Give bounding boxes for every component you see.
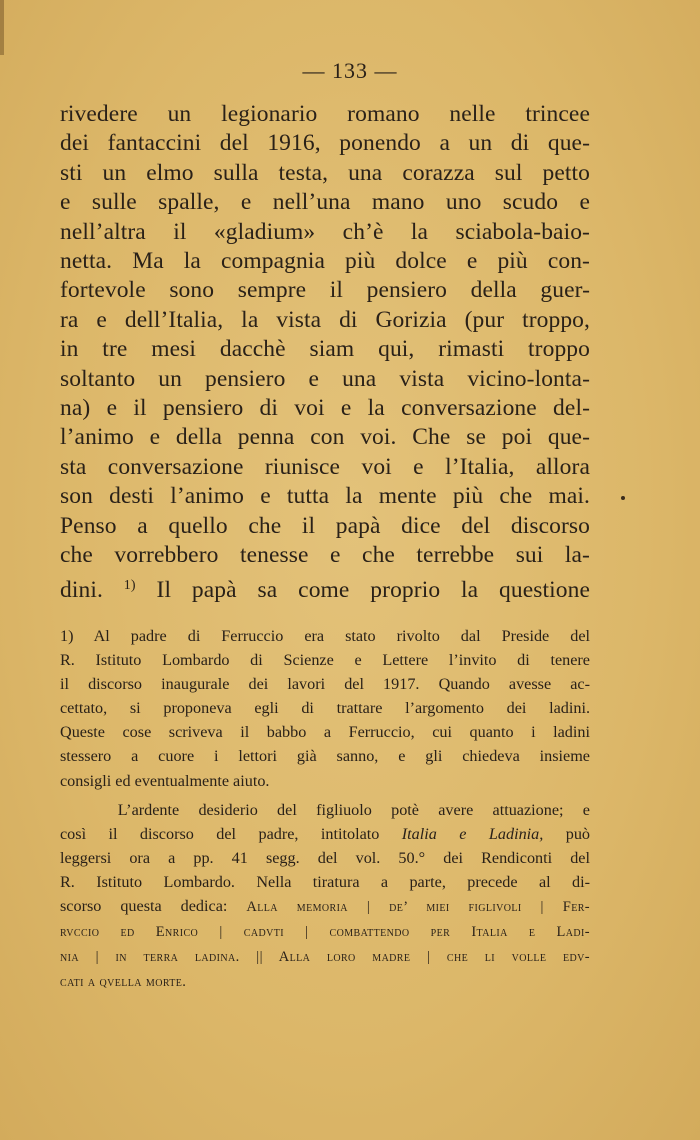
text-line-last [60, 571, 590, 605]
text-line: sti un elmo sulla testa, una corazza sul petto [60, 159, 590, 186]
footnote-line [60, 624, 590, 648]
footnote-line: leggersi ora a pp. 41 segg. del vol. 50.° dei Rendiconti del [60, 848, 590, 867]
text-line: nell’altra il «gladium» ch’è la sciabola-baio- [60, 218, 590, 245]
text-line: fortevole sono sempre il pensiero della guer- [60, 277, 590, 304]
text-line: dei fantaccini del 1916, ponendo a un di que- [60, 130, 590, 157]
footnote-line: il discorso inaugurale dei lavori del 1917. Quando avesse ac- [60, 675, 590, 694]
footnote-line: Queste cose scriveva il babbo a Ferruccio, cui quanto i ladini [60, 723, 590, 742]
footnote-line [60, 798, 590, 822]
footnote-line: R. Istituto Lombardo di Scienze e Lettere l’invito di tenere [60, 651, 590, 670]
footnote-marker: 1) [60, 627, 74, 645]
dedication-text: rvccio ed Enrico | cadvti | combattendo per Italia e Ladi- [60, 924, 590, 941]
text-line: sta conversazione riunisce voi e l’Italia, allora [60, 453, 590, 480]
margin-mark [621, 496, 625, 500]
text-line: na) e il pensiero di voi e la conversazione del- [60, 395, 590, 422]
page-number: — 133 — [302, 58, 398, 83]
footnote-block [60, 624, 590, 994]
footnote-reference[interactable]: 1) [123, 577, 136, 593]
main-text-block [60, 100, 590, 605]
text-line: in tre mesi dacchè siam qui, rimasti troppo [60, 336, 590, 363]
text-line: e sulle spalle, e nell’una mano uno scudo e [60, 189, 590, 216]
text-line: netta. Ma la compagnia più dolce e più con- [60, 248, 590, 275]
footnote-text: così il discorso del padre, intitolato [60, 824, 380, 843]
text-line: ra e dell’Italia, la vista di Gorizia (pur troppo, [60, 306, 590, 333]
footnote-text: scorso questa dedica: [60, 897, 228, 916]
footnote-line: consigli ed eventualmente aiuto. [60, 771, 270, 790]
text-line: soltanto un pensiero e una vista vicino-lonta- [60, 365, 590, 392]
text-fragment: Il papà sa come proprio la questione [156, 576, 590, 603]
dedication-text: Alla memoria | de’ miei figlivoli | Fer- [246, 899, 591, 916]
text-fragment: dini. [60, 576, 103, 603]
footnote-line: stessero a cuore i lettori già sanno, e gli chiedeva insieme [60, 747, 590, 766]
text-line: Penso a quello che il papà dice del discorso [60, 512, 590, 539]
footnote-text: Al padre di Ferruccio era stato rivolto dal Preside del [93, 627, 591, 645]
text-line: rivedere un legionario romano nelle trincee [60, 101, 590, 127]
text-line: che vorrebbero tenesse e che terrebbe sui la- [60, 542, 590, 569]
footnote-line: R. Istituto Lombardo. Nella tiratura a parte, precede al di- [60, 872, 590, 891]
text-line: son desti l’animo e tutta la mente più che mai. [60, 483, 590, 510]
text-line: l’animo e della penna con voi. Che se poi que- [60, 424, 590, 451]
footnote-line: cettato, si proponeva egli di trattare l’argomento dei ladini. [60, 699, 590, 718]
footnote-text: può [565, 824, 590, 843]
dedication-text: cati a qvella morte. [60, 974, 187, 991]
footnote-text: L’ardente desiderio del figliuolo potè avere attuazione; e [117, 800, 590, 819]
book-title: Italia e Ladinia, [401, 824, 544, 843]
footnote-line [60, 822, 590, 846]
footnote-line [60, 894, 590, 919]
footnote-line [60, 919, 590, 944]
footnote-line [60, 969, 590, 994]
footnote-line [60, 944, 590, 969]
dedication-text: nia | in terra ladina. || Alla loro madre | che li volle edv- [60, 949, 590, 966]
